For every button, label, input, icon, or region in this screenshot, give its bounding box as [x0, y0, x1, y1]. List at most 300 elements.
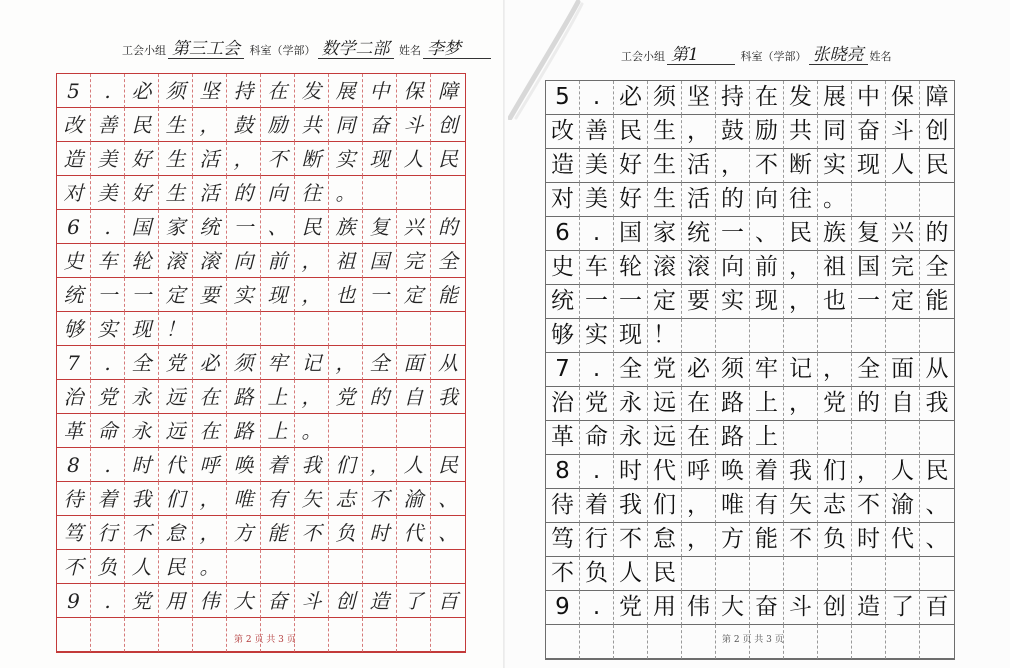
right-grid-cell: ，	[682, 115, 716, 149]
right-grid-cell: .	[580, 217, 614, 251]
right-grid-cell: .	[580, 455, 614, 489]
right-grid-cell: 全	[920, 251, 954, 285]
left-grid-cell: 唯	[227, 482, 261, 516]
left-grid-cell: 远	[159, 414, 193, 448]
left-grid-cell: 永	[125, 414, 159, 448]
left-grid-cell: 党	[159, 346, 193, 380]
left-grid-cell: 民	[431, 448, 465, 482]
left-grid-cell	[227, 550, 261, 584]
left-grid-cell: 须	[159, 74, 193, 108]
right-grid-cell: 人	[886, 149, 920, 183]
right-grid-cell: 上	[750, 421, 784, 455]
left-grid-cell: 民	[159, 550, 193, 584]
right-grid-cell: 、	[750, 217, 784, 251]
left-grid-cell: 在	[261, 74, 295, 108]
right-grid-cell: 我	[614, 489, 648, 523]
right-grid-cell: 实	[716, 285, 750, 319]
left-grid-cell: 美	[91, 142, 125, 176]
right-grid-cell: 家	[648, 217, 682, 251]
left-grid-cell: 民	[431, 142, 465, 176]
left-grid-cell: 不	[125, 516, 159, 550]
left-grid-cell: 革	[57, 414, 91, 448]
left-grid-cell	[159, 618, 193, 652]
right-grid-cell: 行	[580, 523, 614, 557]
right-grid-cell: 党	[818, 387, 852, 421]
right-grid-cell: .	[580, 81, 614, 115]
left-grid-cell: 斗	[397, 108, 431, 142]
right-grid-cell: 好	[614, 149, 648, 183]
left-grid-cell: 。	[193, 550, 227, 584]
right-grid-cell: 中	[852, 81, 886, 115]
right-grid-cell: 现	[852, 149, 886, 183]
right-grid-cell	[784, 319, 818, 353]
right-grid-cell	[886, 319, 920, 353]
right-grid-cell: 鼓	[716, 115, 750, 149]
right-grid-cell: 生	[648, 183, 682, 217]
left-grid-cell	[329, 618, 363, 652]
right-grid-cell	[716, 319, 750, 353]
left-grid-cell: ，	[295, 278, 329, 312]
right-grid-cell: 记	[784, 353, 818, 387]
right-grid-cell	[784, 625, 818, 659]
left-grid-cell: 实	[227, 278, 261, 312]
right-grid-cell	[920, 183, 954, 217]
right-grid-cell	[546, 625, 580, 659]
right-grid-cell: 路	[716, 387, 750, 421]
right-grid-cell: 持	[716, 81, 750, 115]
left-grid-cell: 了	[397, 584, 431, 618]
left-grid-cell: 现	[363, 142, 397, 176]
right-grid-cell: 生	[648, 115, 682, 149]
left-grid-cell: 我	[125, 482, 159, 516]
left-grid-cell	[363, 550, 397, 584]
right-grid-cell: 时	[852, 523, 886, 557]
left-grid-cell	[363, 312, 397, 346]
right-grid-cell: 创	[920, 115, 954, 149]
right-grid-cell: 现	[750, 285, 784, 319]
left-grid-cell: 对	[57, 176, 91, 210]
left-grid-cell: 复	[363, 210, 397, 244]
left-grid-cell	[193, 312, 227, 346]
right-grid-cell: 障	[920, 81, 954, 115]
left-grid-cell: 人	[397, 448, 431, 482]
right-grid-cell: 往	[784, 183, 818, 217]
right-grid-cell	[886, 625, 920, 659]
left-grid-cell	[397, 618, 431, 652]
right-grid-cell: ，	[682, 489, 716, 523]
right-grid-cell: 保	[886, 81, 920, 115]
right-grid-cell	[920, 557, 954, 591]
right-grid-cell: 善	[580, 115, 614, 149]
left-grid-cell: 一	[125, 278, 159, 312]
left-grid-cell: 牢	[261, 346, 295, 380]
left-grid-cell: 我	[431, 380, 465, 414]
left-grid-cell: 不	[295, 516, 329, 550]
right-grid-cell: 不	[784, 523, 818, 557]
left-grid-cell: 路	[227, 414, 261, 448]
left-grid-cell: ，	[295, 244, 329, 278]
left-grid-cell: 全	[363, 346, 397, 380]
left-dept-value: 数学二部	[318, 40, 394, 59]
right-grid-cell: 党	[648, 353, 682, 387]
left-grid-cell: 不	[261, 142, 295, 176]
left-grid-cell: 在	[193, 380, 227, 414]
left-grid-cell: 7	[57, 346, 91, 380]
left-grid-cell: 。	[295, 414, 329, 448]
right-grid-cell: 面	[886, 353, 920, 387]
left-grid-cell: ，	[193, 516, 227, 550]
left-grid-cell: 的	[363, 380, 397, 414]
right-grid-cell	[682, 625, 716, 659]
right-grid-cell: .	[580, 591, 614, 625]
right-grid-cell: 一	[614, 285, 648, 319]
left-grid-cell: 须	[227, 346, 261, 380]
right-grid-cell: 们	[648, 489, 682, 523]
left-dept-label: 科室（学部）	[249, 44, 316, 57]
left-grid-cell: 着	[261, 448, 295, 482]
left-grid-cell: 生	[159, 176, 193, 210]
left-grid-cell	[91, 618, 125, 652]
right-grid-cell: 轮	[614, 251, 648, 285]
right-grid-cell: 自	[886, 387, 920, 421]
left-grid-cell: 党	[125, 584, 159, 618]
right-grid-cell: 我	[784, 455, 818, 489]
right-grid-cell: 定	[886, 285, 920, 319]
right-grid-cell	[818, 625, 852, 659]
right-grid-cell: 用	[648, 591, 682, 625]
right-grid-cell	[920, 319, 954, 353]
right-grid-cell: ，	[784, 251, 818, 285]
right-grid-cell: 活	[682, 183, 716, 217]
left-grid-cell: 治	[57, 380, 91, 414]
right-grid-cell: 好	[614, 183, 648, 217]
right-grid-cell: 车	[580, 251, 614, 285]
right-grid-cell: 一	[852, 285, 886, 319]
right-grid-cell: 大	[716, 591, 750, 625]
right-grid-cell: 统	[682, 217, 716, 251]
left-grid-cell: .	[91, 346, 125, 380]
right-grid-cell: 在	[750, 81, 784, 115]
right-grid-cell: 民	[648, 557, 682, 591]
right-grid-cell	[784, 421, 818, 455]
right-grid-cell: 渝	[886, 489, 920, 523]
right-grid-cell: 斗	[886, 115, 920, 149]
left-grid-cell: ，	[295, 380, 329, 414]
left-grid-cell: 励	[261, 108, 295, 142]
right-grid-cell: 生	[648, 149, 682, 183]
right-grid-cell: 待	[546, 489, 580, 523]
left-grid-cell: 着	[91, 482, 125, 516]
left-grid-cell: .	[91, 74, 125, 108]
left-grid-cell: 不	[363, 482, 397, 516]
left-grid-cell: 祖	[329, 244, 363, 278]
left-grid-cell: 坚	[193, 74, 227, 108]
right-grid-cell: 全	[614, 353, 648, 387]
right-grid-cell: 命	[580, 421, 614, 455]
right-name-value: 张晓亮	[809, 46, 868, 65]
right-grid-cell	[886, 421, 920, 455]
right-grid-cell: 们	[818, 455, 852, 489]
right-grid-cell: 党	[580, 387, 614, 421]
right-grid-cell: 负	[818, 523, 852, 557]
right-grid-cell: 一	[580, 285, 614, 319]
left-grid-cell: 族	[329, 210, 363, 244]
left-grid-cell: 代	[159, 448, 193, 482]
left-grid-cell: 一	[91, 278, 125, 312]
right-grid-cell	[920, 625, 954, 659]
right-grid-cell: 不	[852, 489, 886, 523]
right-grid-cell: 的	[920, 217, 954, 251]
left-grid-cell: 兴	[397, 210, 431, 244]
left-grid-cell: 也	[329, 278, 363, 312]
left-grid-cell: 必	[125, 74, 159, 108]
right-grid-cell: 国	[852, 251, 886, 285]
right-grid-cell: 滚	[682, 251, 716, 285]
right-grid-cell: 必	[614, 81, 648, 115]
left-grid-cell	[431, 312, 465, 346]
right-grid-cell: 完	[886, 251, 920, 285]
left-grid-cell: 前	[261, 244, 295, 278]
right-grid-cell: 民	[920, 149, 954, 183]
left-grid-cell: 方	[227, 516, 261, 550]
right-grid-cell: 6	[546, 217, 580, 251]
left-grid-cell: 伟	[193, 584, 227, 618]
left-grid-cell: 矢	[295, 482, 329, 516]
left-grid-cell	[329, 414, 363, 448]
left-grid-cell: 一	[227, 210, 261, 244]
left-grid-cell: 现	[261, 278, 295, 312]
right-grid-cell	[852, 557, 886, 591]
right-grid-cell: 唤	[716, 455, 750, 489]
right-grid-cell: 不	[614, 523, 648, 557]
left-grid-cell: 行	[91, 516, 125, 550]
left-grid-cell	[329, 550, 363, 584]
right-grid-cell	[852, 183, 886, 217]
left-grid-cell: 发	[295, 74, 329, 108]
right-grid-cell: 统	[546, 285, 580, 319]
left-grid-cell: 的	[431, 210, 465, 244]
right-header	[619, 46, 894, 65]
right-grid-cell: 断	[784, 149, 818, 183]
right-grid-cell	[852, 421, 886, 455]
right-grid-cell: ，	[852, 455, 886, 489]
left-grid-cell: ，	[193, 108, 227, 142]
left-grid-cell: 好	[125, 176, 159, 210]
right-dept-label: 科室（学部）	[740, 50, 807, 63]
left-grid-cell: 鼓	[227, 108, 261, 142]
right-grid-cell: 路	[716, 421, 750, 455]
right-grid-cell: 须	[648, 81, 682, 115]
left-grid-cell: .	[91, 584, 125, 618]
right-grid-cell: 民	[920, 455, 954, 489]
right-grid-cell: 代	[648, 455, 682, 489]
left-grid-cell: 面	[397, 346, 431, 380]
right-grid-cell: 、	[920, 523, 954, 557]
left-grid-cell: 一	[363, 278, 397, 312]
left-grid-cell: 路	[227, 380, 261, 414]
right-grid-cell: 8	[546, 455, 580, 489]
left-grid-cell: 永	[125, 380, 159, 414]
left-grid-cell: 、	[431, 516, 465, 550]
left-grid-cell: 百	[431, 584, 465, 618]
left-grid-cell: 8	[57, 448, 91, 482]
left-grid-cell: 完	[397, 244, 431, 278]
right-grid-cell: 美	[580, 149, 614, 183]
right-grid-cell: 牢	[750, 353, 784, 387]
left-grid-cell: 党	[91, 380, 125, 414]
right-grid-cell: 负	[580, 557, 614, 591]
left-grid-cell: 造	[57, 142, 91, 176]
left-grid-cell: 家	[159, 210, 193, 244]
right-grid-cell: 远	[648, 421, 682, 455]
right-grid-cell: 、	[920, 489, 954, 523]
right-grid-cell: .	[580, 353, 614, 387]
right-grid-cell: 奋	[852, 115, 886, 149]
right-grid-cell: 造	[852, 591, 886, 625]
left-grid-cell	[57, 618, 91, 652]
left-grid-cell: 代	[397, 516, 431, 550]
right-grid-cell: 造	[546, 149, 580, 183]
left-grid-cell: 断	[295, 142, 329, 176]
right-grid-cell: 志	[818, 489, 852, 523]
right-grid-cell: 励	[750, 115, 784, 149]
right-grid-cell: 奋	[750, 591, 784, 625]
left-grid-cell: 唤	[227, 448, 261, 482]
left-grid-cell: 6	[57, 210, 91, 244]
right-grid-cell: 不	[546, 557, 580, 591]
right-grid-cell: 呼	[682, 455, 716, 489]
right-grid-cell	[750, 557, 784, 591]
left-group-label: 工会小组	[122, 44, 166, 57]
right-grid-cell: 方	[716, 523, 750, 557]
right-grid-cell: 我	[920, 387, 954, 421]
left-grid-cell: 造	[363, 584, 397, 618]
left-grid-cell: 共	[295, 108, 329, 142]
right-grid-cell: 同	[818, 115, 852, 149]
right-grid-cell	[648, 625, 682, 659]
left-grid-cell: 中	[363, 74, 397, 108]
left-grid-cell	[397, 176, 431, 210]
right-grid-cell	[852, 625, 886, 659]
left-grid-cell: ，	[329, 346, 363, 380]
left-grid-cell: 渝	[397, 482, 431, 516]
right-grid-cell: 人	[886, 455, 920, 489]
left-grid-cell: 5	[57, 74, 91, 108]
right-grid-cell: ，	[682, 523, 716, 557]
right-grid-cell: 兴	[886, 217, 920, 251]
right-grid-cell: ，	[716, 149, 750, 183]
left-grid-cell: 时	[363, 516, 397, 550]
left-grid-cell: 笃	[57, 516, 91, 550]
left-grid-cell: 定	[159, 278, 193, 312]
left-grid-cell	[397, 414, 431, 448]
left-grid-cell: 国	[125, 210, 159, 244]
right-grid-cell: ，	[784, 387, 818, 421]
left-grid-cell: 现	[125, 312, 159, 346]
left-grid-cell: 志	[329, 482, 363, 516]
left-grid-cell: .	[91, 448, 125, 482]
left-grid-cell	[363, 176, 397, 210]
right-grid-cell: 着	[750, 455, 784, 489]
right-grid-cell: 从	[920, 353, 954, 387]
right-grid-cell: 9	[546, 591, 580, 625]
right-grid-cell: 能	[750, 523, 784, 557]
right-grid-cell: 实	[580, 319, 614, 353]
right-grid-cell: 时	[614, 455, 648, 489]
right-grid-cell	[886, 183, 920, 217]
left-grid-cell: 善	[91, 108, 125, 142]
right-grid-cell	[784, 557, 818, 591]
left-grid-cell: 大	[227, 584, 261, 618]
left-grid-cell: 向	[261, 176, 295, 210]
right-grid-cell: 实	[818, 149, 852, 183]
right-grid-cell: 发	[784, 81, 818, 115]
left-grid-cell: 美	[91, 176, 125, 210]
right-grid-cell: 有	[750, 489, 784, 523]
left-grid-cell: 够	[57, 312, 91, 346]
left-grid-cell: 人	[397, 142, 431, 176]
left-grid-cell: 创	[329, 584, 363, 618]
left-grid-cell: 有	[261, 482, 295, 516]
right-grid-cell	[716, 557, 750, 591]
left-grid-cell	[295, 550, 329, 584]
left-grid-cell: 的	[227, 176, 261, 210]
right-grid-cell: 史	[546, 251, 580, 285]
left-grid-cell	[431, 176, 465, 210]
left-grid-cell: 从	[431, 346, 465, 380]
left-grid-cell	[295, 618, 329, 652]
left-header	[120, 40, 491, 59]
right-grid-cell: 在	[682, 421, 716, 455]
right-grid-cell: 永	[614, 421, 648, 455]
right-grid-cell: 唯	[716, 489, 750, 523]
left-grid-cell: 人	[125, 550, 159, 584]
right-grid-cell: 斗	[784, 591, 818, 625]
left-grid-cell: 全	[125, 346, 159, 380]
left-grid-cell: 全	[431, 244, 465, 278]
left-group-value: 第三工会	[168, 40, 244, 59]
right-grid-cell: 矢	[784, 489, 818, 523]
right-grid-cell: ，	[784, 285, 818, 319]
right-grid-cell	[818, 421, 852, 455]
left-grid-cell: 改	[57, 108, 91, 142]
left-grid-cell: 上	[261, 380, 295, 414]
right-grid-cell	[886, 557, 920, 591]
left-grid-cell: 在	[193, 414, 227, 448]
left-grid-cell: 负	[329, 516, 363, 550]
right-grid-cell: 党	[614, 591, 648, 625]
right-grid-cell: 向	[750, 183, 784, 217]
left-grid-cell: 奋	[363, 108, 397, 142]
right-grid-cell: 怠	[648, 523, 682, 557]
left-grid-cell	[295, 312, 329, 346]
left-grid-cell: 奋	[261, 584, 295, 618]
left-grid-cell: ，	[363, 448, 397, 482]
right-grid-cell: 滚	[648, 251, 682, 285]
right-grid-cell: 人	[614, 557, 648, 591]
left-grid-cell: 待	[57, 482, 91, 516]
right-grid-cell	[750, 319, 784, 353]
left-name-value: 李梦	[423, 40, 491, 59]
left-grid-cell: 用	[159, 584, 193, 618]
pen-stroke-mark	[508, 0, 588, 120]
left-grid-cell: 负	[91, 550, 125, 584]
left-grid-cell	[397, 312, 431, 346]
left-grid-cell: 车	[91, 244, 125, 278]
right-grid-cell: 对	[546, 183, 580, 217]
right-writing-grid	[545, 80, 955, 660]
right-grid-cell: 着	[580, 489, 614, 523]
